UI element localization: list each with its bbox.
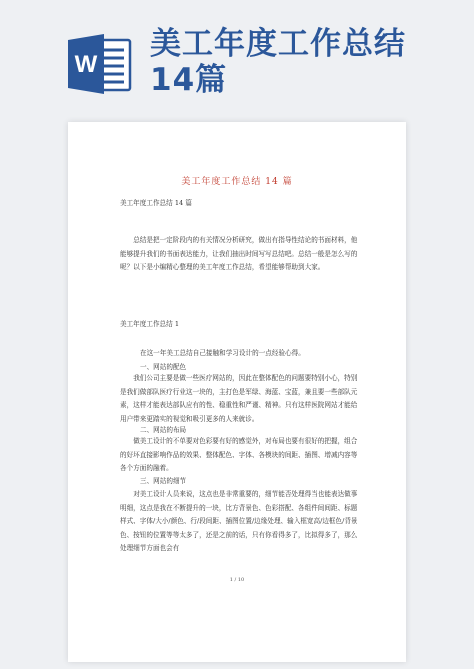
page-title-line2: 14篇 — [150, 62, 228, 98]
subheading-details: 三、网站的细节 — [140, 477, 187, 485]
page-title — [150, 26, 406, 98]
header — [0, 0, 474, 118]
section-heading: 美工年度工作总结 1 — [120, 320, 180, 328]
paragraph-layout: 做美工设计的不单要对色彩要有好的感觉外，对布局也要有很好的把握，组合的好坏直接影响作品的效果、整体配色、字体、各模块的间距、插图、增减内容等各个方面的融着。 — [120, 437, 358, 472]
subheading-color: 一、网站的配色 — [140, 363, 187, 371]
intro-paragraph: 总结是把一定阶段内的有关情况分析研究，做出有指导性结论的书面材料，他能够提升我们的书面表达能力，让我们抽出时间写写总结吧。总结一般是怎么写的呢？以下是小编精心整理的美工年度工作总结，希望能够帮助到大家。 — [120, 236, 358, 271]
document-page — [68, 122, 406, 662]
section-intro: 在这一年美工总结自己接触和学习设计的一点经验心得。 — [140, 349, 305, 357]
paragraph-color: 我们公司主要是做一些医疗网站的，因此在整体配色的问题要特别小心，特别是我们做部队医疗行业这一块的，主打色是军绿、海蓝、宝蓝，兼且要一些部队元素，这样才能表达部队应有的性、稳重性和严谨、精神。只有这样医院网站才能给用户带来更踏实的视觉和吸引更多的人来就诊。 — [120, 374, 358, 423]
subheading-layout: 二、网站的布局 — [140, 426, 187, 434]
word-icon-letter: W — [74, 51, 98, 78]
document-subtitle: 美工年度工作总结 14 篇 — [120, 199, 192, 207]
paragraph-details: 对美工设计人员来说，这点也是非常重要的，细节能否处理得当也能表达做事明细，这点是我在不断提升的一块，比方背景色、色彩搭配、各组件间间距、标题样式、字体/大小/颜色、行/段间距、插图位置/边缘处理、输入框宽高/边框色/背景色、按钮的位置等等太多了，还是之前的话，只有你看得多了，比拟得多了，那么处理细节方面也会有 — [120, 490, 358, 552]
document-title: 美工年度工作总结 14 篇 — [181, 177, 293, 187]
word-document-icon — [66, 30, 134, 98]
page-title-line1: 美工年度工作总结 — [150, 26, 406, 62]
page-number: 1 / 10 — [229, 577, 245, 583]
